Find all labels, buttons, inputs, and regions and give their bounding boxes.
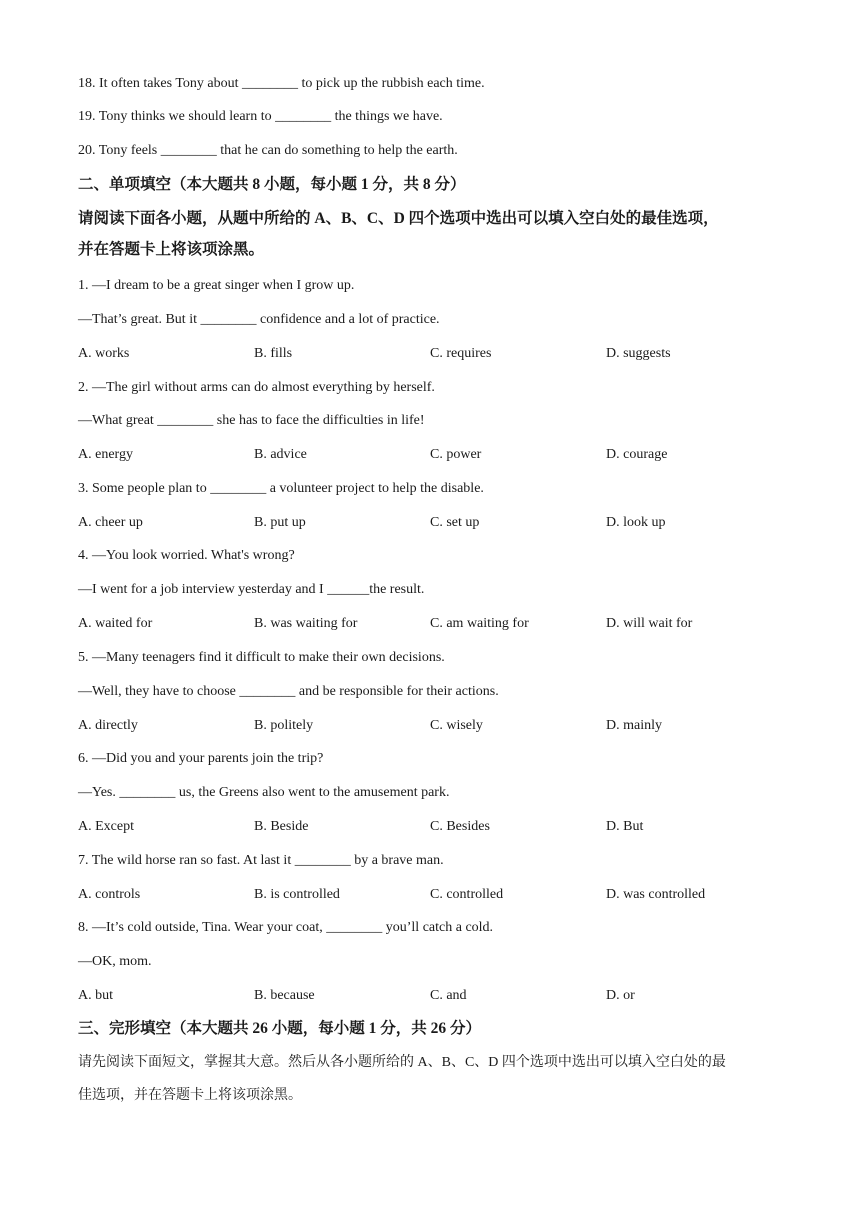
q7-option-d: D. was controlled — [606, 887, 706, 902]
q4-options — [78, 614, 782, 634]
q3-options — [78, 513, 782, 533]
q5-option-c: C. wisely — [430, 718, 483, 733]
q1-stem: 1. —I dream to be a great singer when I grow up. — [78, 278, 355, 293]
q1-options — [78, 344, 782, 364]
q8-option-b: B. because — [254, 988, 315, 1003]
q7-option-c: C. controlled — [430, 887, 504, 902]
q7-option-b: B. is controlled — [254, 887, 340, 902]
q5-response: —Well, they have to choose ________ and be responsible for their actions. — [78, 684, 499, 699]
section-3-heading: 三、完形填空（本大题共 26 小题，每小题 1 分，共 26 分） — [78, 1020, 482, 1037]
q4-option-c: C. am waiting for — [430, 616, 529, 631]
q1-option-b: B. fills — [254, 346, 293, 361]
q8-stem: 8. —It’s cold outside, Tina. Wear your coat, ________ you’ll catch a cold. — [78, 920, 494, 935]
q5-option-d: D. mainly — [606, 718, 662, 733]
q6-options — [78, 817, 782, 837]
q5-options — [78, 716, 782, 736]
q5-option-a: A. directly — [78, 718, 138, 733]
q2-options — [78, 445, 782, 465]
q3-option-c: C. set up — [430, 515, 480, 530]
q1-response: —That’s great. But it ________ confidence and a lot of practice. — [78, 312, 440, 327]
q2-option-d: D. courage — [606, 447, 668, 462]
section-3-instruction-line-1: 请先阅读下面短文，掌握其大意。然后从各小题所给的 A、B、C、D 四个选项中选出可以填入空白处的最 — [78, 1055, 726, 1070]
q7-option-a: A. controls — [78, 887, 141, 902]
q6-option-d: D. But — [606, 819, 644, 834]
q8-option-a: A. but — [78, 988, 113, 1003]
section-2-instruction-line-1: 请阅读下面各小题，从题中所给的 A、B、C、D 四个选项中选出可以填入空白处的最佳选项， — [78, 210, 719, 227]
q2-response: —What great ________ she has to face the difficulties in life! — [78, 413, 425, 428]
q4-option-a: A. waited for — [78, 616, 153, 631]
section-2-instruction-line-2: 并在答题卡上将该项涂黑。 — [78, 241, 265, 258]
q4-stem: 4. —You look worried. What's wrong? — [78, 548, 295, 563]
q2-option-c: C. power — [430, 447, 482, 462]
question-20: 20. Tony feels ________ that he can do something to help the earth. — [78, 143, 458, 158]
q8-response: —OK, mom. — [78, 954, 152, 969]
q6-option-c: C. Besides — [430, 819, 490, 834]
q7-stem: 7. The wild horse ran so fast. At last it ________ by a brave man. — [78, 853, 444, 868]
section-2-heading: 二、单项填空（本大题共 8 小题，每小题 1 分，共 8 分） — [78, 176, 466, 193]
q3-option-d: D. look up — [606, 515, 666, 530]
question-18: 18. It often takes Tony about ________ to pick up the rubbish each time. — [78, 76, 485, 91]
q1-option-c: C. requires — [430, 346, 492, 361]
q6-stem: 6. —Did you and your parents join the trip? — [78, 751, 324, 766]
q8-options — [78, 986, 782, 1006]
section-3-instruction-line-2: 佳选项，并在答题卡上将该项涂黑。 — [78, 1088, 302, 1103]
q5-stem: 5. —Many teenagers find it difficult to make their own decisions. — [78, 650, 445, 665]
q3-option-b: B. put up — [254, 515, 306, 530]
q2-option-b: B. advice — [254, 447, 307, 462]
q2-stem: 2. —The girl without arms can do almost everything by herself. — [78, 380, 435, 395]
q1-option-d: D. suggests — [606, 346, 671, 361]
q2-option-a: A. energy — [78, 447, 133, 462]
q8-option-c: C. and — [430, 988, 467, 1003]
q4-response: —I went for a job interview yesterday and I ______the result. — [78, 582, 425, 597]
q1-option-a: A. works — [78, 346, 130, 361]
q3-stem: 3. Some people plan to ________ a volunteer project to help the disable. — [78, 481, 484, 496]
q8-option-d: D. or — [606, 988, 635, 1003]
q5-option-b: B. politely — [254, 718, 314, 733]
q6-response: —Yes. ________ us, the Greens also went to the amusement park. — [78, 785, 450, 800]
q7-options — [78, 885, 782, 905]
q6-option-a: A. Except — [78, 819, 134, 834]
question-19: 19. Tony thinks we should learn to ________ the things we have. — [78, 109, 443, 124]
q6-option-b: B. Beside — [254, 819, 309, 834]
q4-option-d: D. will wait for — [606, 616, 693, 631]
q3-option-a: A. cheer up — [78, 515, 143, 530]
q4-option-b: B. was waiting for — [254, 616, 358, 631]
